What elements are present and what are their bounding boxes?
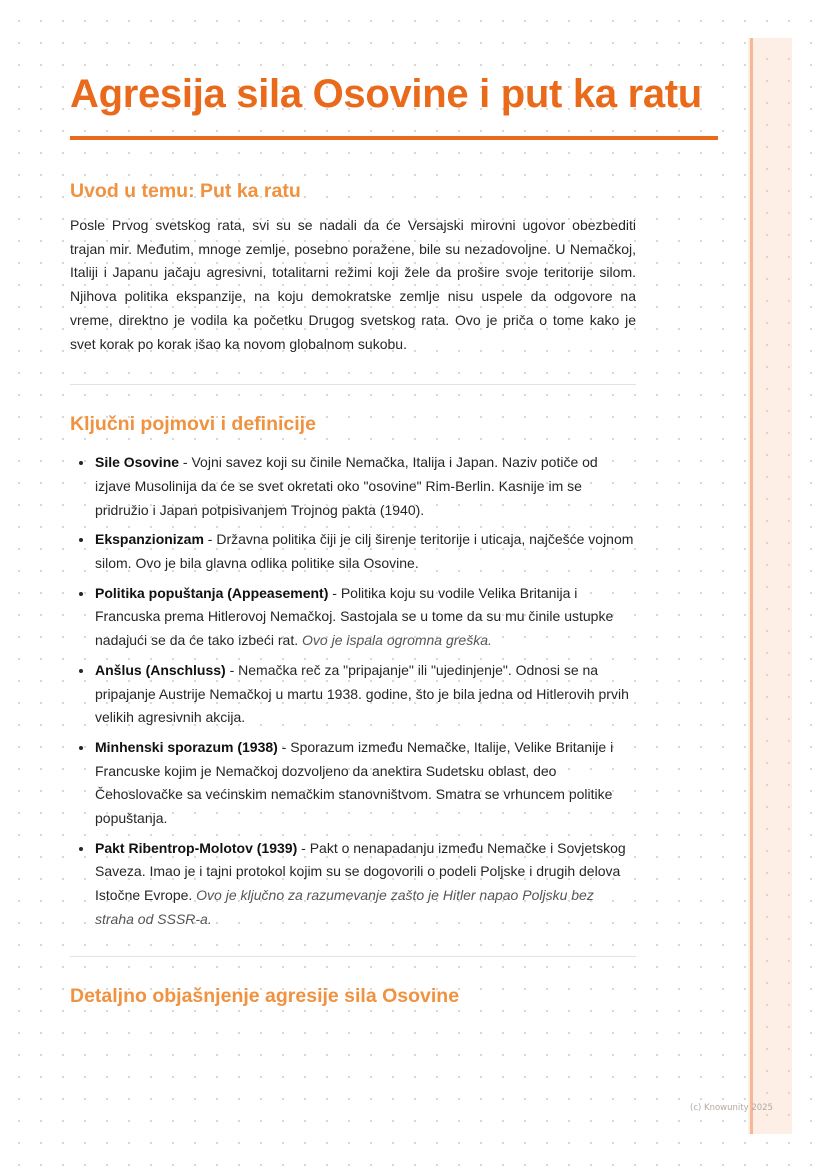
- term-note: Ovo je ispala ogromna greška.: [302, 632, 492, 649]
- list-item: [70, 582, 636, 653]
- list-item: [70, 659, 636, 730]
- term-name: Anšlus (Anschluss): [95, 661, 226, 678]
- document-content: [70, 68, 702, 1009]
- title-rule: [70, 136, 718, 140]
- page-title: Agresija sila Osovine i put ka ratu: [70, 72, 702, 116]
- term-definition: - Vojni savez koji su činile Nemačka, Italija i Japan. Naziv potiče od izjave Musolinija da će se svet okretati oko "osovine" Rim-Berlin. Kasnije im se pridružio i Japan potpisivanjem Trojnog pakta (1940).: [95, 454, 598, 518]
- side-band-line: [750, 38, 753, 1134]
- term-definition: - Državna politika čiji je cilj širenje teritorije i uticaja, najčešće vojnom silom. Ovo je bila glavna odlika politike sila Osovine.: [95, 531, 634, 572]
- copyright-footer: (c) Knowunity 2025: [690, 1103, 773, 1113]
- detail-heading: Detaljno objašnjenje agresije sila Osovine: [70, 984, 460, 1007]
- list-item: [70, 736, 636, 831]
- term-definition: - Pakt o nenapadanju između Nemačke i Sovjetskog Saveza. Imao je i tajni protokol kojim su se dogovorili o podeli Poljske i drugih delova Istočne Evrope.: [95, 839, 626, 904]
- term-definition: - Nemačka reč za "pripajanje" ili "ujedinjenje". Odnosi se na pripajanje Austrije Nemačkoj u martu 1938. godine, što je bila jedna od Hitlerovih prvih velikih agresivnih akcija.: [95, 661, 629, 726]
- terms-heading: Ključni pojmovi i definicije: [70, 413, 316, 436]
- term-definition: - Sporazum između Nemačke, Italije, Velike Britanije i Francuske kojim je Nemačkoj dozvoljeno da anektira Sudetsku oblast, deo Čehoslovačke sa većinskim nemačkim stanovništvom. Smatra se vrhuncem politike popuštanja.: [95, 738, 614, 827]
- term-name: Minhenski sporazum (1938): [95, 738, 278, 755]
- list-item: [70, 528, 636, 575]
- side-band: [748, 38, 792, 1134]
- intro-paragraph: Posle Prvog svetskog rata, svi su se nadali da će Versajski mirovni ugovor obezbediti trajan mir. Međutim, mnoge zemlje, posebno poražene, bile su nezadovoljne. U Nemačkoj, Italiji i Japanu jačaju agresivni, totalitarni režimi koji žele da prošire svoje teritorije silom. Njihova politika ekspanzije, na koju demokratske zemlje nisu uspele da odgovore na vreme, direktno je vodila ka početku Drugog svetskog rata. Ovo je priča o tome kako je svet korak po korak išao ka novom globalnom sukobu.: [70, 217, 636, 352]
- list-item: [70, 451, 636, 522]
- term-name: Politika popuštanja (Appeasement): [95, 584, 329, 601]
- term-name: Sile Osovine: [95, 454, 180, 471]
- list-item: [70, 837, 636, 932]
- term-definition: - Politika koju su vodile Velika Britanija i Francuska prema Hitlerovoj Nemačkoj. Sastojala se u tome da su mu činile ustupke nadajući se da će tako izbeći rat.: [95, 584, 614, 649]
- term-name: Pakt Ribentrop-Molotov (1939): [95, 839, 298, 856]
- intro-heading: Uvod u temu: Put ka ratu: [70, 180, 301, 202]
- term-name: Ekspanzionizam: [95, 531, 204, 548]
- term-note: Ovo je ključno za razumevanje zašto je Hitler napao Poljsku bez straha od SSSR-a.: [95, 887, 594, 927]
- section-divider: [70, 384, 636, 385]
- terms-list: [70, 451, 636, 931]
- section-divider: [70, 956, 636, 957]
